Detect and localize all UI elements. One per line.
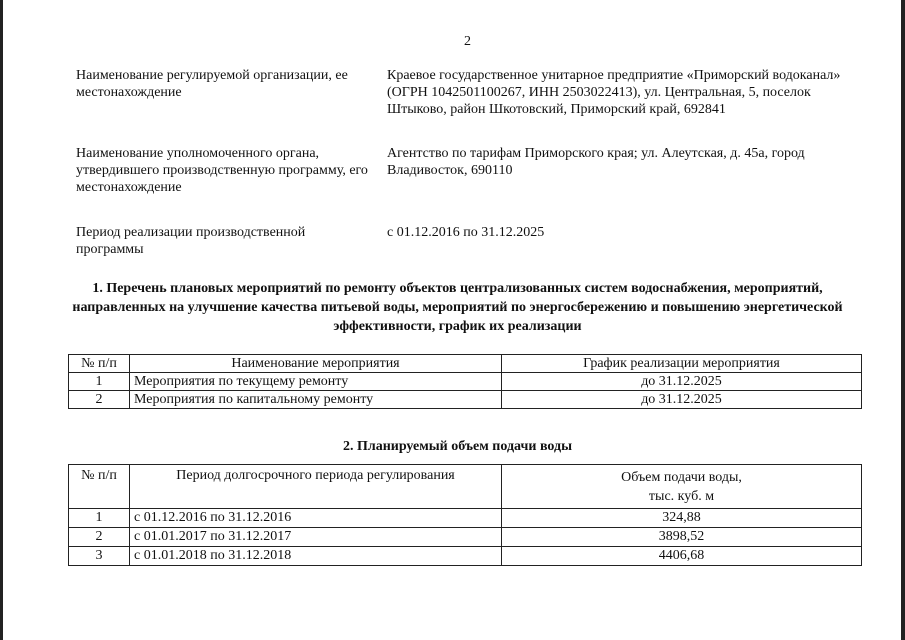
- table-header-row: [69, 355, 862, 373]
- cell-volume: 324,88: [502, 509, 862, 528]
- col-header-period: Период долгосрочного периода регулирования: [130, 465, 502, 509]
- info-label: Наименование уполномоченного органа, утвердившего производственную программу, его местонахождение: [76, 146, 368, 195]
- cell-schedule: до 31.12.2025: [502, 391, 862, 409]
- measures-table: [68, 354, 862, 409]
- cell-measure: Мероприятия по текущему ремонту: [130, 373, 502, 391]
- col-header-measure: Наименование мероприятия: [130, 355, 502, 373]
- table-row: [69, 509, 862, 528]
- scan-edge-left: [0, 0, 3, 640]
- cell-number: 2: [69, 391, 130, 409]
- col-header-number: № п/п: [69, 465, 130, 509]
- cell-period: с 01.01.2017 по 31.12.2017: [130, 528, 502, 547]
- cell-number: 1: [69, 509, 130, 528]
- cell-number: 1: [69, 373, 130, 391]
- cell-period: с 01.12.2016 по 31.12.2016: [130, 509, 502, 528]
- cell-number: 3: [69, 547, 130, 566]
- cell-schedule: до 31.12.2025: [502, 373, 862, 391]
- info-value: Краевое государственное унитарное предприятие «Приморский водоканал» (ОГРН 1042501100267, ИНН 2503022413), ул. Центральная, 5, поселок Штыково, район Шкотовский, Приморский край, 692841: [387, 68, 841, 117]
- info-label: Период реализации производственной программы: [76, 225, 306, 257]
- section-2-title: 2. Планируемый объем подачи воды: [342, 439, 573, 454]
- table-row: [69, 528, 862, 547]
- col-header-schedule: График реализации мероприятия: [502, 355, 862, 373]
- col-header-volume-unit: тыс. куб. м: [648, 489, 715, 504]
- cell-measure: Мероприятия по капитальному ремонту: [130, 391, 502, 409]
- table-row: [69, 373, 862, 391]
- section-1-title: 1. Перечень плановых мероприятий по ремонту объектов централизованных систем водоснабжения, мероприятий, направленных на улучшение качества питьевой воды, мероприятий по энергосбережению и повышению энергетической эффективности, график их реализации: [72, 281, 843, 334]
- table-row: [69, 391, 862, 409]
- table-row: [69, 547, 862, 566]
- table-header-row: [69, 465, 862, 509]
- page-number: 2: [464, 34, 471, 49]
- col-header-volume: [502, 465, 862, 509]
- scan-edge-right: [901, 0, 905, 640]
- info-label: Наименование регулируемой организации, ее местонахождение: [76, 68, 348, 100]
- cell-volume: 3898,52: [502, 528, 862, 547]
- info-value: Агентство по тарифам Приморского края; ул. Алеутская, д. 45а, город Владивосток, 690110: [387, 146, 805, 178]
- cell-volume: 4406,68: [502, 547, 862, 566]
- water-volume-table: [68, 464, 862, 566]
- cell-number: 2: [69, 528, 130, 547]
- cell-period: с 01.01.2018 по 31.12.2018: [130, 547, 502, 566]
- col-header-volume-line1: Объем подачи воды,: [621, 470, 742, 485]
- col-header-number: № п/п: [69, 355, 130, 373]
- info-value: с 01.12.2016 по 31.12.2025: [387, 225, 545, 240]
